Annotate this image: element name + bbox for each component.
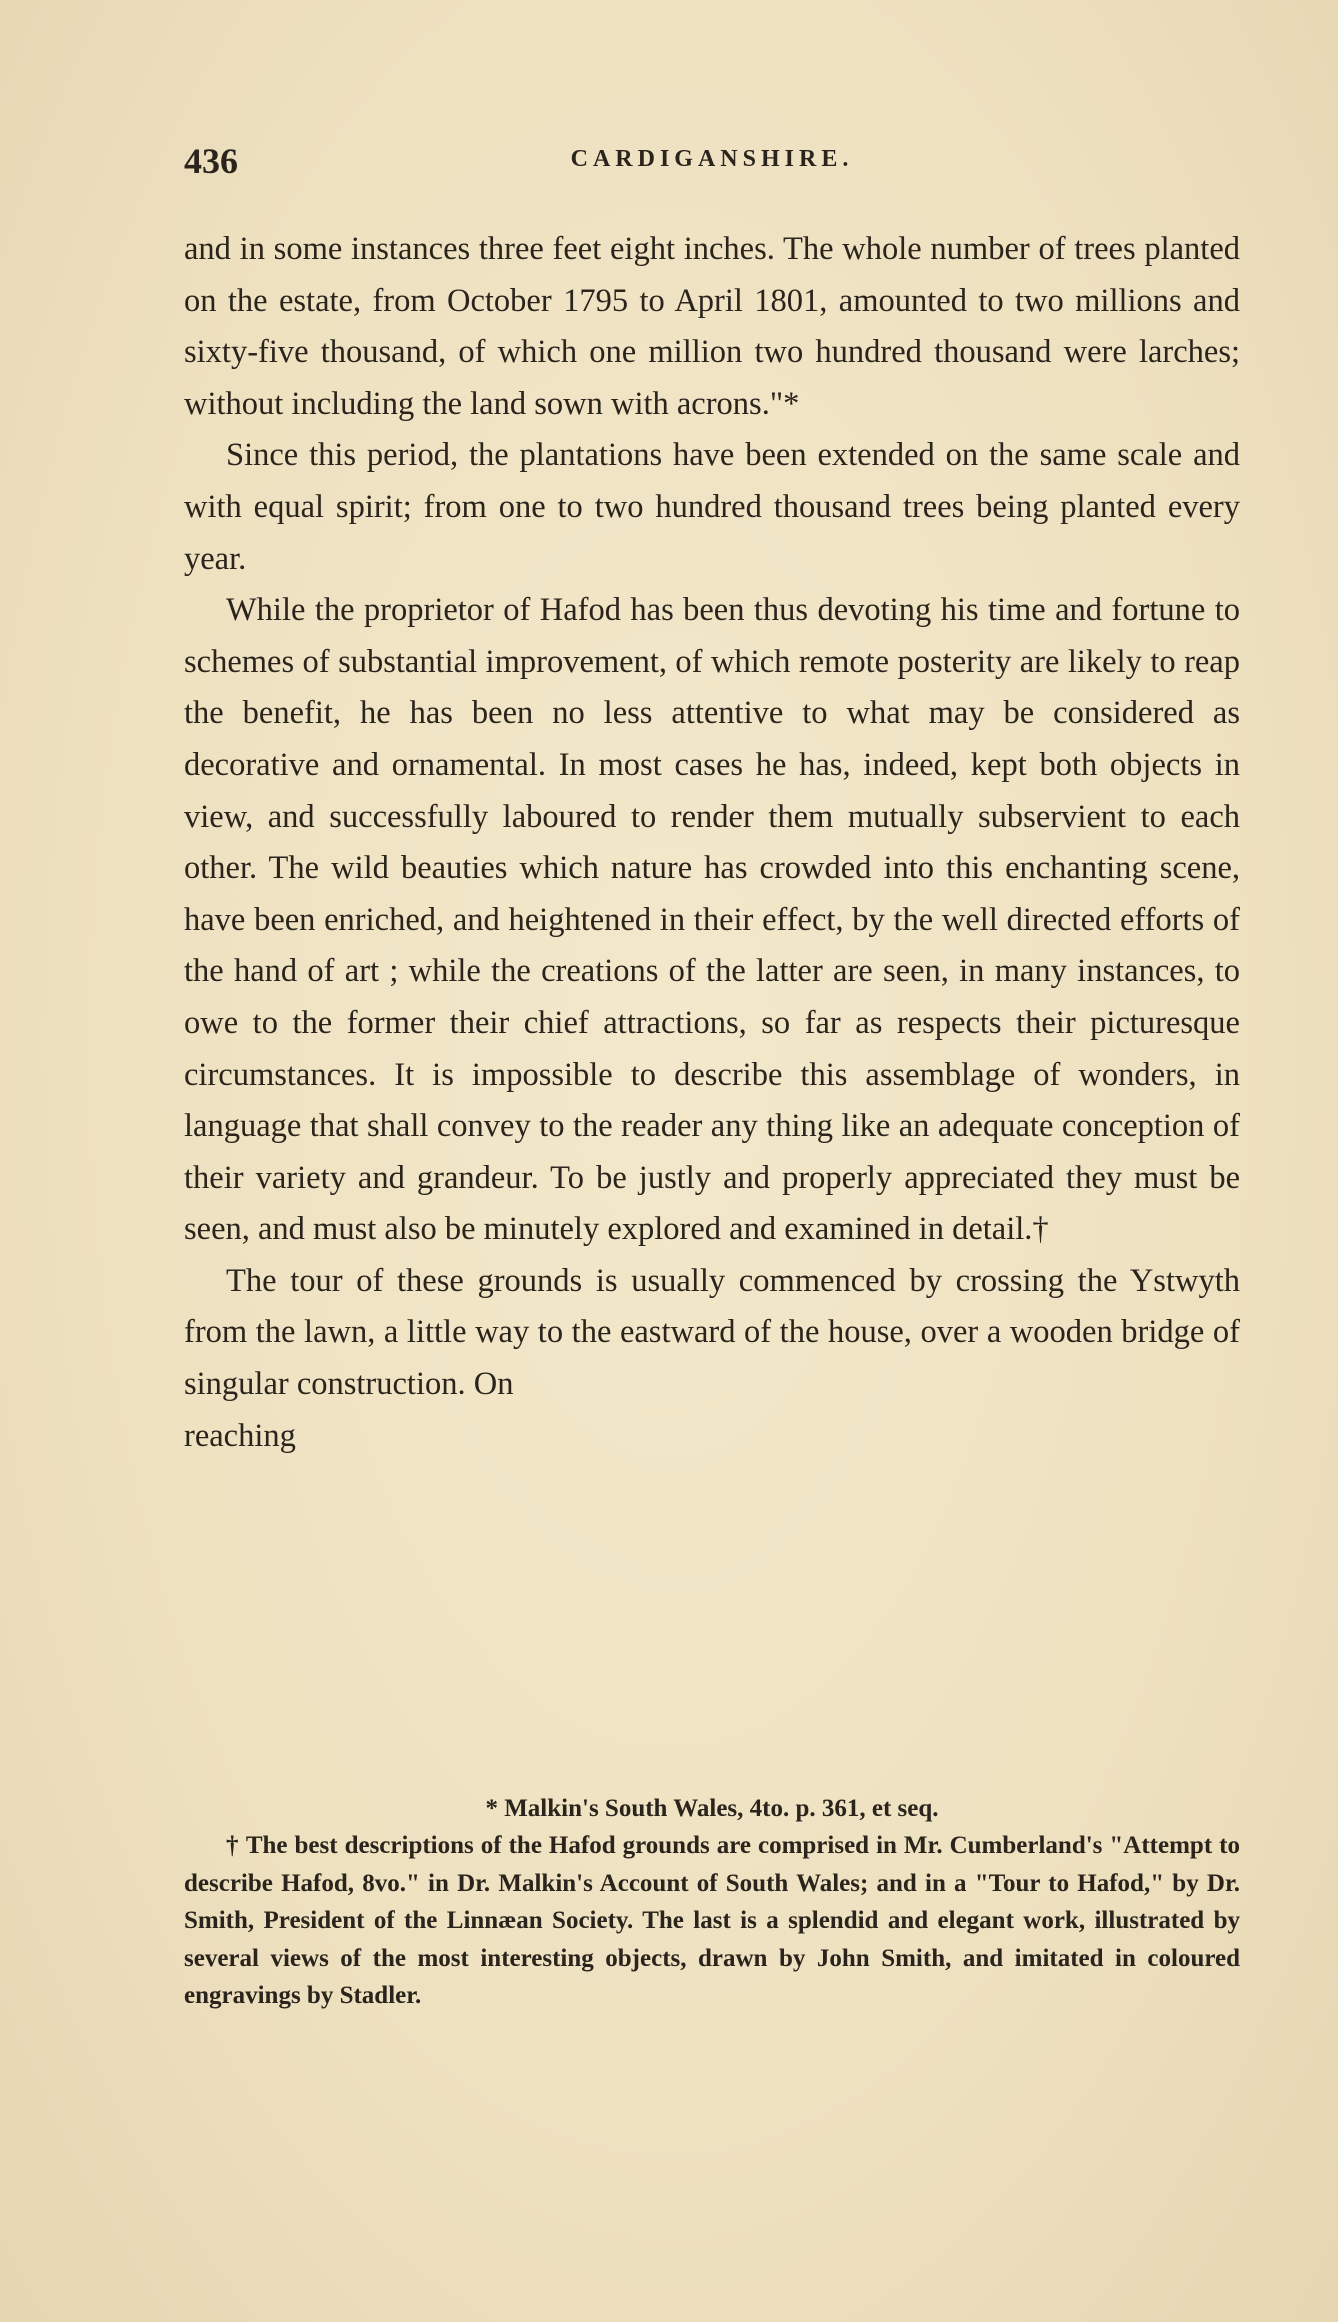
running-head: CARDIGANSHIRE. [570, 146, 854, 172]
page-header [184, 140, 1240, 190]
page-number: 436 [184, 141, 238, 181]
catchword: reaching [184, 1417, 296, 1454]
footnotes [184, 1790, 1240, 2014]
footnote-1: * Malkin's South Wales, 4to. p. 361, et seq. [485, 1795, 939, 1822]
paragraph-3: While the proprietor of Hafod has been thus devoting his time and fortune to schemes of substantial improvement, of which remote posterity are likely to reap the benefit, he has been no less attentive to what may be considered as decorative and ornamental. In most cases he has, indeed, kept both objects in view, and successfully laboured to render them mutually subservient to each other. The wild beauties which nature has crowded into this enchanting scene, have been enriched, and heightened in their effect, by the well directed efforts of the hand of art ; while the creations of the latter are seen, in many instances, to owe to the former their chief attractions, so far as respects their picturesque circumstances. It is impossible to describe this assemblage of wonders, in language that shall convey to the reader any thing like an adequate conception of their variety and grandeur. To be justly and properly appreciated they must be seen, and must also be minutely explored and examined in detail.† [184, 592, 1240, 1248]
paragraph-2: Since this period, the plantations have been extended on the same scale and with equal spirit; from one to two hundred thousand trees being planted every year. [184, 437, 1240, 577]
paragraph-1: and in some instances three feet eight inches. The whole number of trees planted on the estate, from October 1795 to April 1801, amounted to two millions and sixty-five thousand, of which one million two hundred thousand were larches; without including the land sown with acrons."* [184, 231, 1240, 422]
footnote-2: † The best descriptions of the Hafod grounds are comprised in Mr. Cumberland's "Attempt to describe Hafod, 8vo." in Dr. Malkin's Account of South Wales; and in a "Tour to Hafod," by Dr. Smith, President of the Linnæan Society. The last is a splendid and elegant work, illustrated by several views of the most interesting objects, drawn by John Smith, and imitated in coloured engravings by Stadler. [184, 1832, 1240, 2010]
body-text [184, 224, 1240, 1462]
paragraph-4: The tour of these grounds is usually commenced by crossing the Ystwyth from the lawn, a little way to the eastward of the house, over a wooden bridge of singular construction. On [184, 1262, 1240, 1403]
